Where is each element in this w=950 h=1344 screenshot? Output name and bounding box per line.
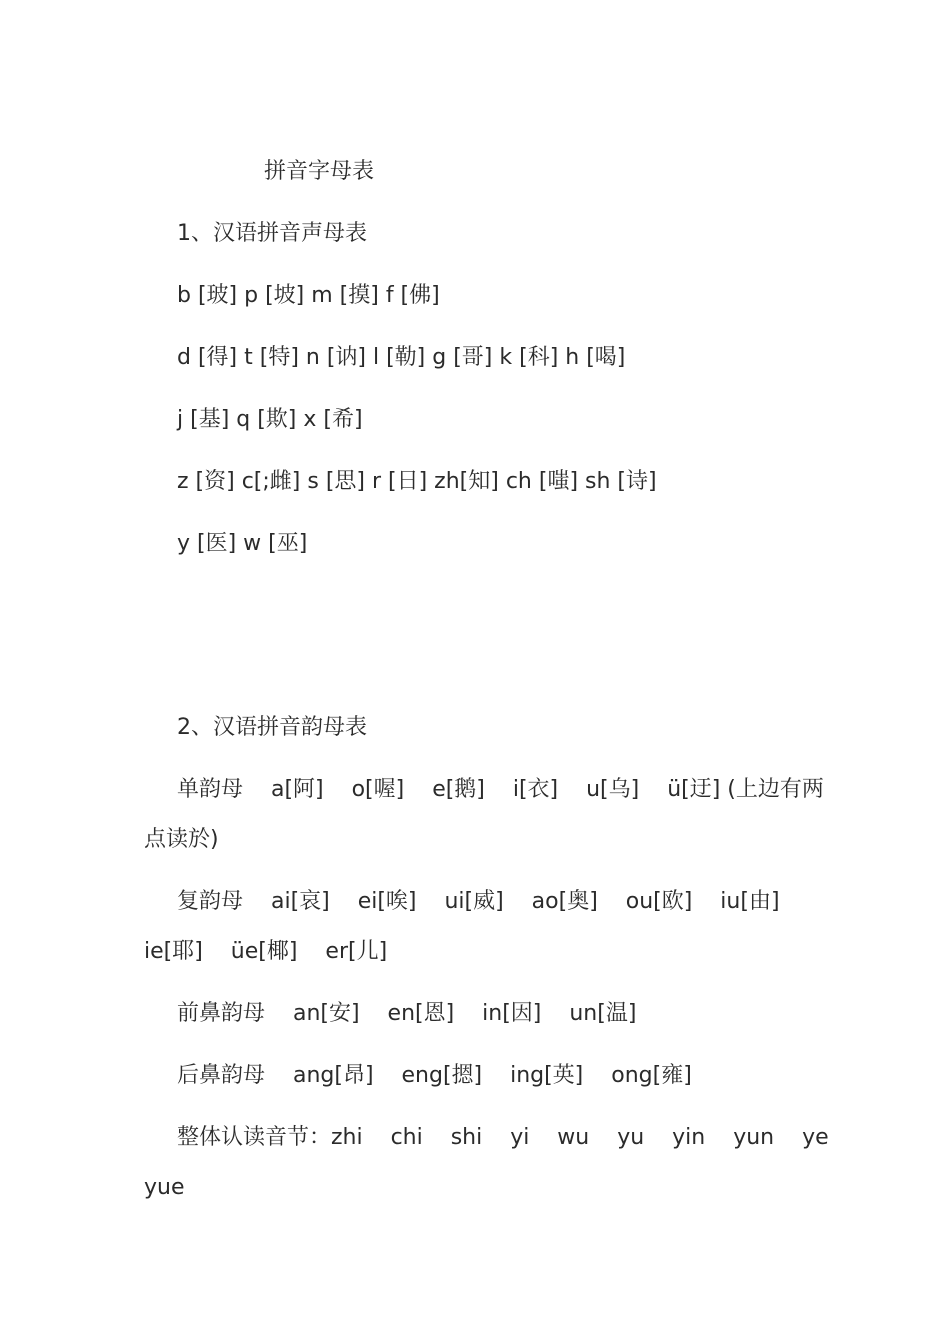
document-title: 拼音字母表 <box>264 159 375 184</box>
initials-row: z [资] c[;雌] s [思] r [日] zh[知] ch [嗤] sh [诗] <box>177 469 657 494</box>
initials-row: y [医] w [巫] <box>177 531 308 556</box>
single-finals-line-continued: 点读於) <box>144 827 219 852</box>
single-finals-line: 单韵母 a[阿] o[喔] e[鹅] i[衣] u[乌] ü[迂] (上边有两 <box>177 777 824 802</box>
initials-row: j [基] q [欺] x [希] <box>177 407 363 432</box>
compound-finals-line-continued: ie[耶] üe[椰] er[儿] <box>144 939 388 964</box>
whole-syllables-line-continued: yue <box>144 1175 185 1200</box>
whole-syllables-line: 整体认读音节：zhi chi shi yi wu yu yin yun ye <box>177 1125 829 1150</box>
compound-finals-line: 复韵母 ai[哀] ei[唉] ui[威] ao[奥] ou[欧] iu[由] <box>177 889 780 914</box>
section2-heading: 2、汉语拼音韵母表 <box>177 715 367 740</box>
initials-row: b [玻] p [坡] m [摸] f [佛] <box>177 283 440 308</box>
back-nasal-finals-line: 后鼻韵母 ang[昂] eng[摁] ing[英] ong[雍] <box>177 1063 692 1088</box>
front-nasal-finals-line: 前鼻韵母 an[安] en[恩] in[因] un[温] <box>177 1001 637 1026</box>
initials-row: d [得] t [特] n [讷] l [勒] g [哥] k [科] h [喝] <box>177 345 626 370</box>
section1-heading: 1、汉语拼音声母表 <box>177 221 367 246</box>
